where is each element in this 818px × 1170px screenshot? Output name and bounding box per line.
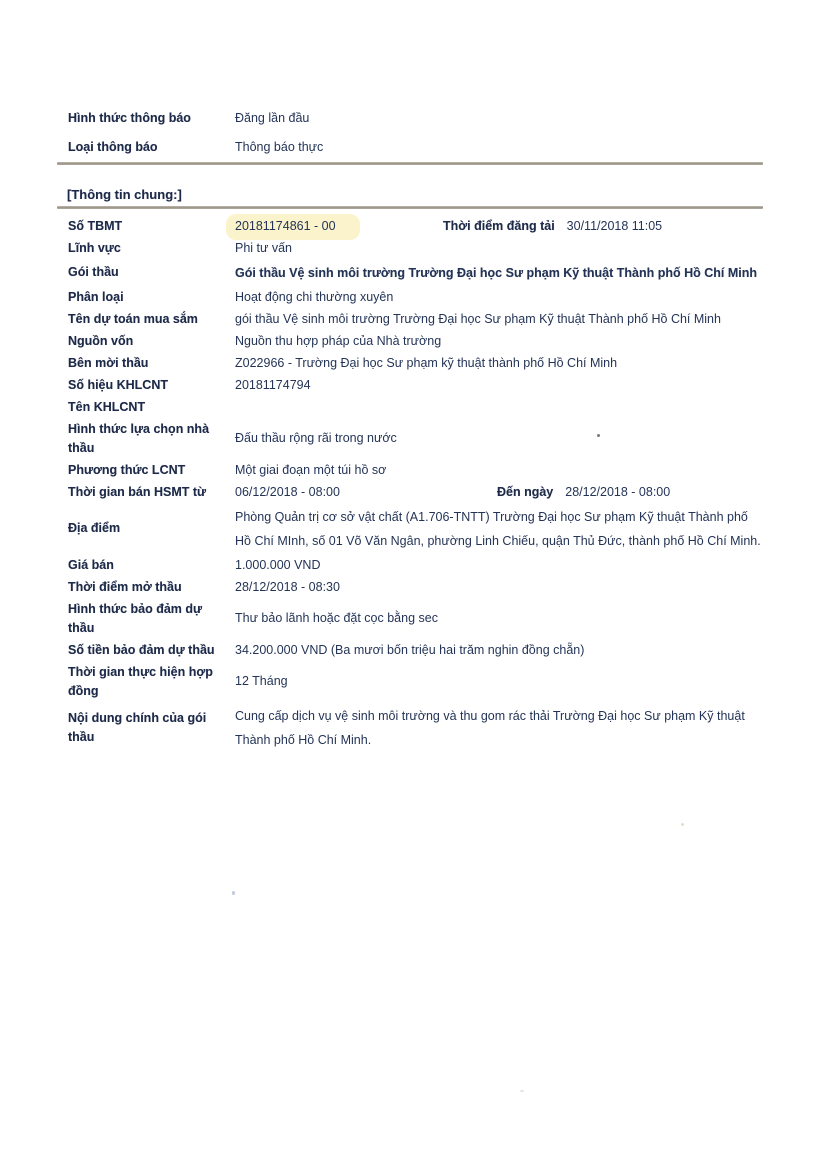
field-label: Tên KHLCNT xyxy=(68,399,146,414)
field-value: 28/12/2018 - 08:30 xyxy=(235,579,340,594)
field-value xyxy=(235,217,763,236)
field-label: Số hiệu KHLCNT xyxy=(68,377,168,392)
field-row-noi-dung-chinh xyxy=(68,702,763,753)
field-value: Đấu thầu rộng rãi trong nước xyxy=(235,431,397,445)
tbmt-number-wrap xyxy=(235,217,443,236)
field-value-secondary: 28/12/2018 - 08:00 xyxy=(565,484,671,499)
field-label: Phương thức LCNT xyxy=(68,462,186,477)
field-label: Gói thầu xyxy=(68,265,119,279)
horizontal-divider xyxy=(57,206,763,209)
field-label: Giá bán xyxy=(68,557,114,572)
field-value: Thông báo thực xyxy=(235,140,324,154)
field-label-secondary: Đến ngày xyxy=(497,484,554,499)
field-label: Hình thức thông báo xyxy=(68,111,191,125)
field-label: Số tiền bảo đảm dự thầu xyxy=(68,642,215,657)
field-row-so-hieu-khlcnt xyxy=(68,374,763,396)
field-label: Nội dung chính của gói thầu xyxy=(68,710,207,744)
field-row-so-tbmt xyxy=(68,215,763,237)
field-label: Bên mời thầu xyxy=(68,355,149,370)
field-label: Địa điểm xyxy=(68,521,121,535)
field-row-ten-du-toan xyxy=(68,308,763,330)
section-title: [Thông tin chung:] xyxy=(67,187,182,202)
field-value: Phi tư vấn xyxy=(235,240,293,255)
field-row-ten-khlcnt xyxy=(68,396,763,418)
field-value: 12 Tháng xyxy=(235,674,288,688)
field-label: Phân loại xyxy=(68,289,124,304)
field-row-goi-thau xyxy=(68,259,763,286)
field-row-phuong-thuc-lcnt xyxy=(68,459,763,481)
field-label: Thời gian bán HSMT từ xyxy=(68,484,207,499)
field-row-gia-ban xyxy=(68,554,763,576)
field-row-thoi-diem-mo-thau xyxy=(68,576,763,598)
scan-noise-dot xyxy=(520,1090,524,1092)
field-value: Phòng Quản trị cơ sở vật chất (A1.706-TNTT) Trường Đại học Sư phạm Kỹ thuật Thành phố Hồ Chí MInh, số 01 Võ Văn Ngân, phường Linh Chiếu, quận Thủ Đức, thành phố Hồ Chí Minh. xyxy=(235,509,761,548)
field-label: Lĩnh vực xyxy=(68,240,121,255)
notice-meta-section xyxy=(68,104,763,162)
field-label: Số TBMT xyxy=(68,218,123,233)
field-label: Thời gian thực hiện hợp đồng xyxy=(68,664,213,698)
field-row xyxy=(68,104,763,133)
field-label: Loại thông báo xyxy=(68,140,158,154)
field-row-phan-loai xyxy=(68,286,763,308)
field-row-thoi-gian-thuc-hien xyxy=(68,661,763,702)
field-label: Nguồn vốn xyxy=(68,333,134,348)
field-row-hinh-thuc-bao-dam xyxy=(68,598,763,639)
field-value: Một giai đoạn một túi hồ sơ xyxy=(235,462,387,477)
field-value: gói thầu Vệ sinh môi trường Trường Đại học Sư phạm Kỹ thuật Thành phố Hồ Chí Minh xyxy=(235,311,721,326)
general-info-fields xyxy=(68,215,763,753)
field-value xyxy=(235,483,763,502)
field-row-ben-moi-thau xyxy=(68,352,763,374)
field-value: Nguồn thu hợp pháp của Nhà trường xyxy=(235,333,442,348)
field-value: 20181174794 xyxy=(235,377,311,392)
field-row-thoi-gian-ban-hsmt xyxy=(68,481,763,503)
field-row-linh-vuc xyxy=(68,237,763,259)
field-value: Gói thầu Vệ sinh môi trường Trường Đại học Sư phạm Kỹ thuật Thành phố Hồ Chí Minh xyxy=(235,265,758,280)
field-label: Tên dự toán mua sắm xyxy=(68,311,198,326)
hsmt-start-date: 06/12/2018 - 08:00 xyxy=(235,484,340,499)
tbmt-number-highlight: 20181174861 - 00 xyxy=(226,214,360,240)
scan-noise-dot xyxy=(681,823,684,826)
field-row-nguon-von xyxy=(68,330,763,352)
field-value: Cung cấp dịch vụ vệ sinh môi trường và thu gom rác thải Trường Đại học Sư phạm Kỹ thuật Thành phố Hồ Chí Minh. xyxy=(235,708,745,747)
field-row-dia-diem xyxy=(68,503,763,554)
field-row xyxy=(68,133,763,162)
field-value: Thư bảo lãnh hoặc đặt cọc bằng sec xyxy=(235,611,438,625)
field-value: Đăng lần đầu xyxy=(235,111,310,125)
scan-noise-dot xyxy=(597,434,600,437)
field-label: Thời điểm mở thầu xyxy=(68,579,182,594)
field-label-secondary: Thời điểm đăng tải xyxy=(443,218,555,233)
horizontal-divider xyxy=(57,162,763,165)
field-row-so-tien-bao-dam xyxy=(68,639,763,661)
field-value: Z022966 - Trường Đại học Sư phạm kỹ thuật thành phố Hồ Chí Minh xyxy=(235,355,618,370)
field-label: Hình thức lựa chọn nhà thầu xyxy=(68,421,210,455)
field-label: Hình thức bảo đảm dự thầu xyxy=(68,601,203,635)
field-value: Hoạt động chi thường xuyên xyxy=(235,289,394,304)
field-row-hinh-thuc-lua-chon xyxy=(68,418,763,459)
field-value: 1.000.000 VND xyxy=(235,557,321,572)
field-value: 34.200.000 VND (Ba mươi bốn triệu hai trăm nghin đồng chẵn) xyxy=(235,642,585,657)
scan-noise-dot xyxy=(232,891,235,895)
field-value-secondary: 30/11/2018 11:05 xyxy=(566,218,663,233)
